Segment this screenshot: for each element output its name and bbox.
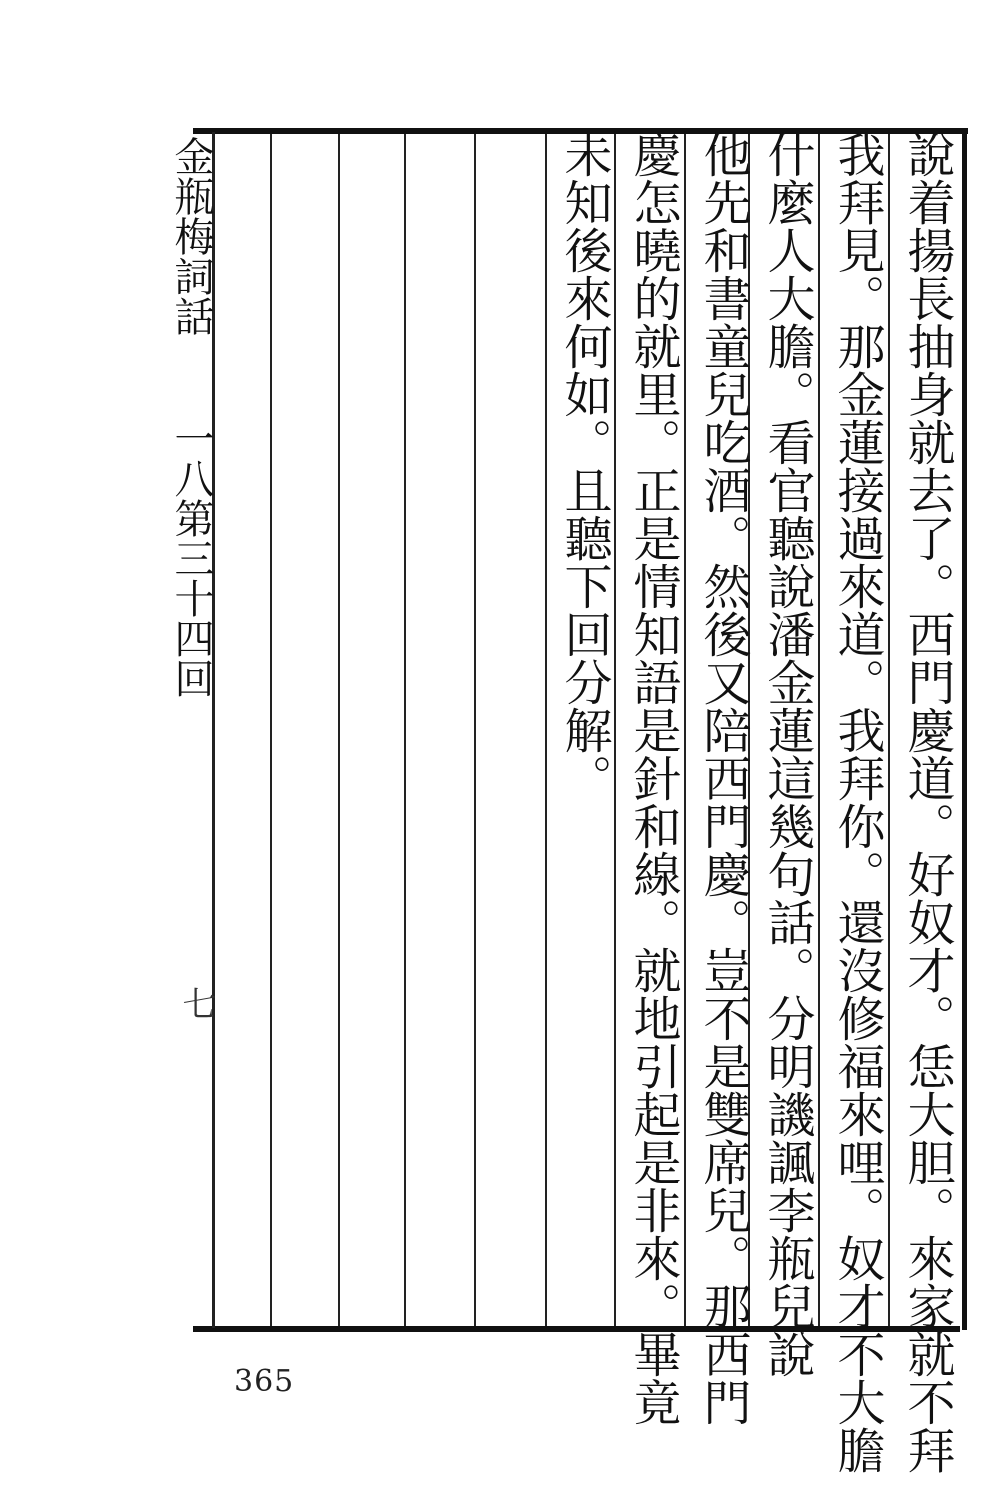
page-number: 365 — [234, 1364, 295, 1399]
column-divider — [888, 134, 890, 1326]
column-divider — [270, 134, 272, 1326]
column-divider — [818, 134, 820, 1326]
frame-right-border — [962, 128, 967, 1330]
column-divider — [404, 134, 406, 1326]
text-column-6: 未知後來何如。且聽下回分解。 — [556, 130, 612, 802]
margin-chapter-label — [168, 418, 214, 698]
column-divider — [614, 134, 616, 1326]
text-column-3: 什麼人大膽。看官聽說潘金蓮這幾句話。分明譏諷李瓶兒說 — [759, 130, 815, 1378]
margin-chapter: 第三十四回 — [168, 498, 214, 698]
column-divider — [338, 134, 340, 1326]
margin-leaf-number: 七 — [176, 986, 216, 1020]
text-column-2: 我拜見。那金蓮接過來道。我拜你。還沒修福來哩。奴才不大膽 — [829, 130, 885, 1474]
text-column-4: 他先和書童兒吃酒。然後又陪西門慶。豈不是雙席兒。那西門 — [695, 130, 751, 1426]
column-divider — [474, 134, 476, 1326]
text-column-1: 說着揚長抽身就去了。西門慶道。好奴才。恁大胆。來家就不拜 — [899, 130, 955, 1474]
margin-juan: 一八 — [168, 418, 214, 498]
text-column-5: 慶怎曉的就里。正是情知語是針和線。就地引起是非來。畢竟 — [625, 130, 681, 1426]
margin-book-title: 金瓶梅詞話 — [168, 136, 214, 336]
column-divider — [545, 134, 547, 1326]
column-divider — [684, 134, 686, 1326]
